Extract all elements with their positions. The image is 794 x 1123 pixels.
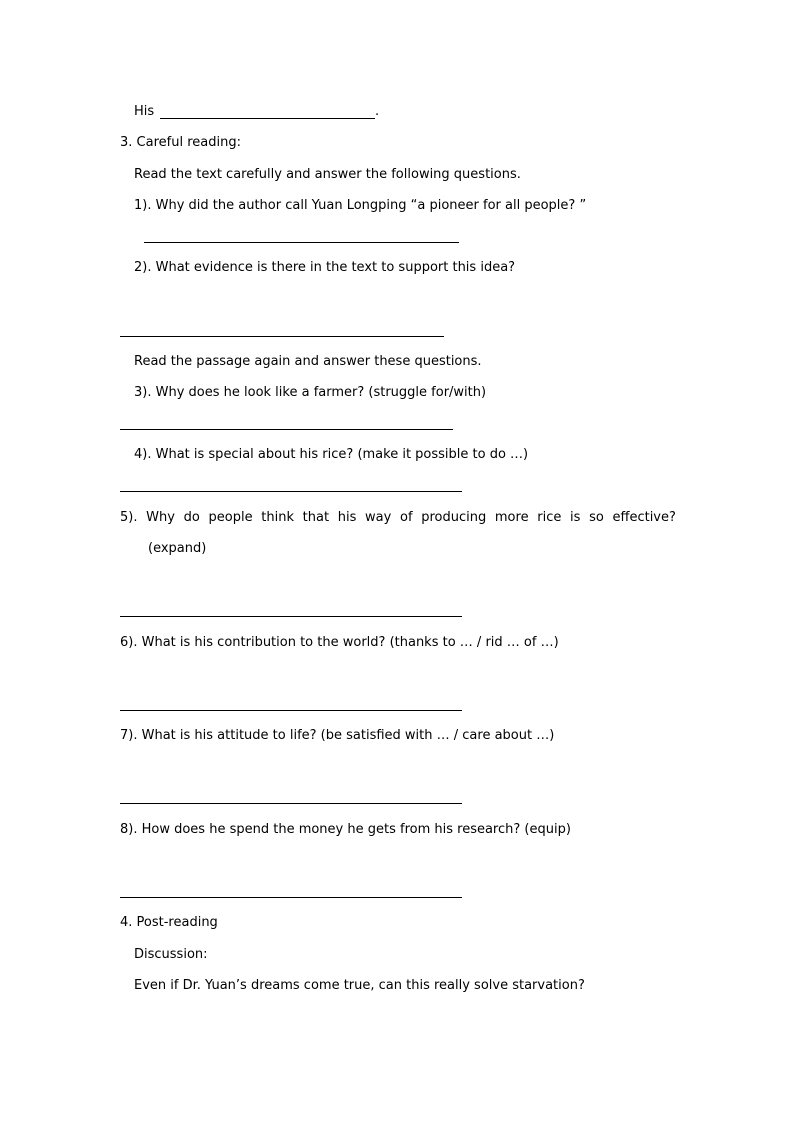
answer-blank-his[interactable]: [160, 118, 375, 119]
discussion-label: Discussion:: [134, 947, 208, 962]
q5-word: think: [261, 510, 294, 525]
read-again-instruction: Read the passage again and answer these questions.: [134, 354, 482, 369]
q5-word: so: [589, 510, 604, 525]
q5-word: his: [337, 510, 357, 525]
q5-word: rice: [537, 510, 562, 525]
discussion-question: Even if Dr. Yuan’s dreams come true, can this really solve starvation?: [134, 978, 585, 993]
answer-line-q3[interactable]: [120, 429, 453, 430]
q5-word: effective?: [612, 510, 676, 525]
q5-word: is: [570, 510, 581, 525]
answer-line-q5[interactable]: [120, 616, 462, 617]
his-prefix: His: [134, 104, 155, 119]
answer-line-q8[interactable]: [120, 897, 462, 898]
q5-word: that: [302, 510, 330, 525]
question-6: 6). What is his contribution to the world? (thanks to … / rid … of …): [120, 635, 559, 650]
q5-word: producing: [421, 510, 487, 525]
q5-word: people: [208, 510, 253, 525]
his-suffix: .: [375, 104, 380, 119]
question-8: 8). How does he spend the money he gets from his research? (equip): [120, 822, 571, 837]
q5-word: of: [400, 510, 413, 525]
answer-line-q7[interactable]: [120, 803, 462, 804]
q5-word: do: [183, 510, 200, 525]
section-3-title: 3. Careful reading:: [120, 135, 241, 150]
q5-word: 5).: [120, 510, 138, 525]
q5-word: Why: [146, 510, 175, 525]
section-4-title: 4. Post-reading: [120, 915, 218, 930]
question-1: 1). Why did the author call Yuan Longping “a pioneer for all people? ”: [134, 198, 587, 213]
answer-line-q6[interactable]: [120, 710, 462, 711]
question-2: 2). What evidence is there in the text to support this idea?: [134, 260, 516, 275]
section-3-instruction: Read the text carefully and answer the following questions.: [134, 167, 521, 182]
question-5: [120, 509, 676, 527]
answer-line-q1[interactable]: [144, 242, 459, 243]
q5-word: way: [365, 510, 392, 525]
question-3: 3). Why does he look like a farmer? (struggle for/with): [134, 385, 487, 400]
q5-word: more: [494, 510, 529, 525]
answer-line-q4[interactable]: [120, 491, 462, 492]
question-5-hint: (expand): [148, 541, 207, 556]
question-4: 4). What is special about his rice? (make it possible to do …): [134, 447, 529, 462]
question-7: 7). What is his attitude to life? (be satisfied with … / care about …): [120, 728, 555, 743]
answer-line-q2[interactable]: [120, 336, 444, 337]
